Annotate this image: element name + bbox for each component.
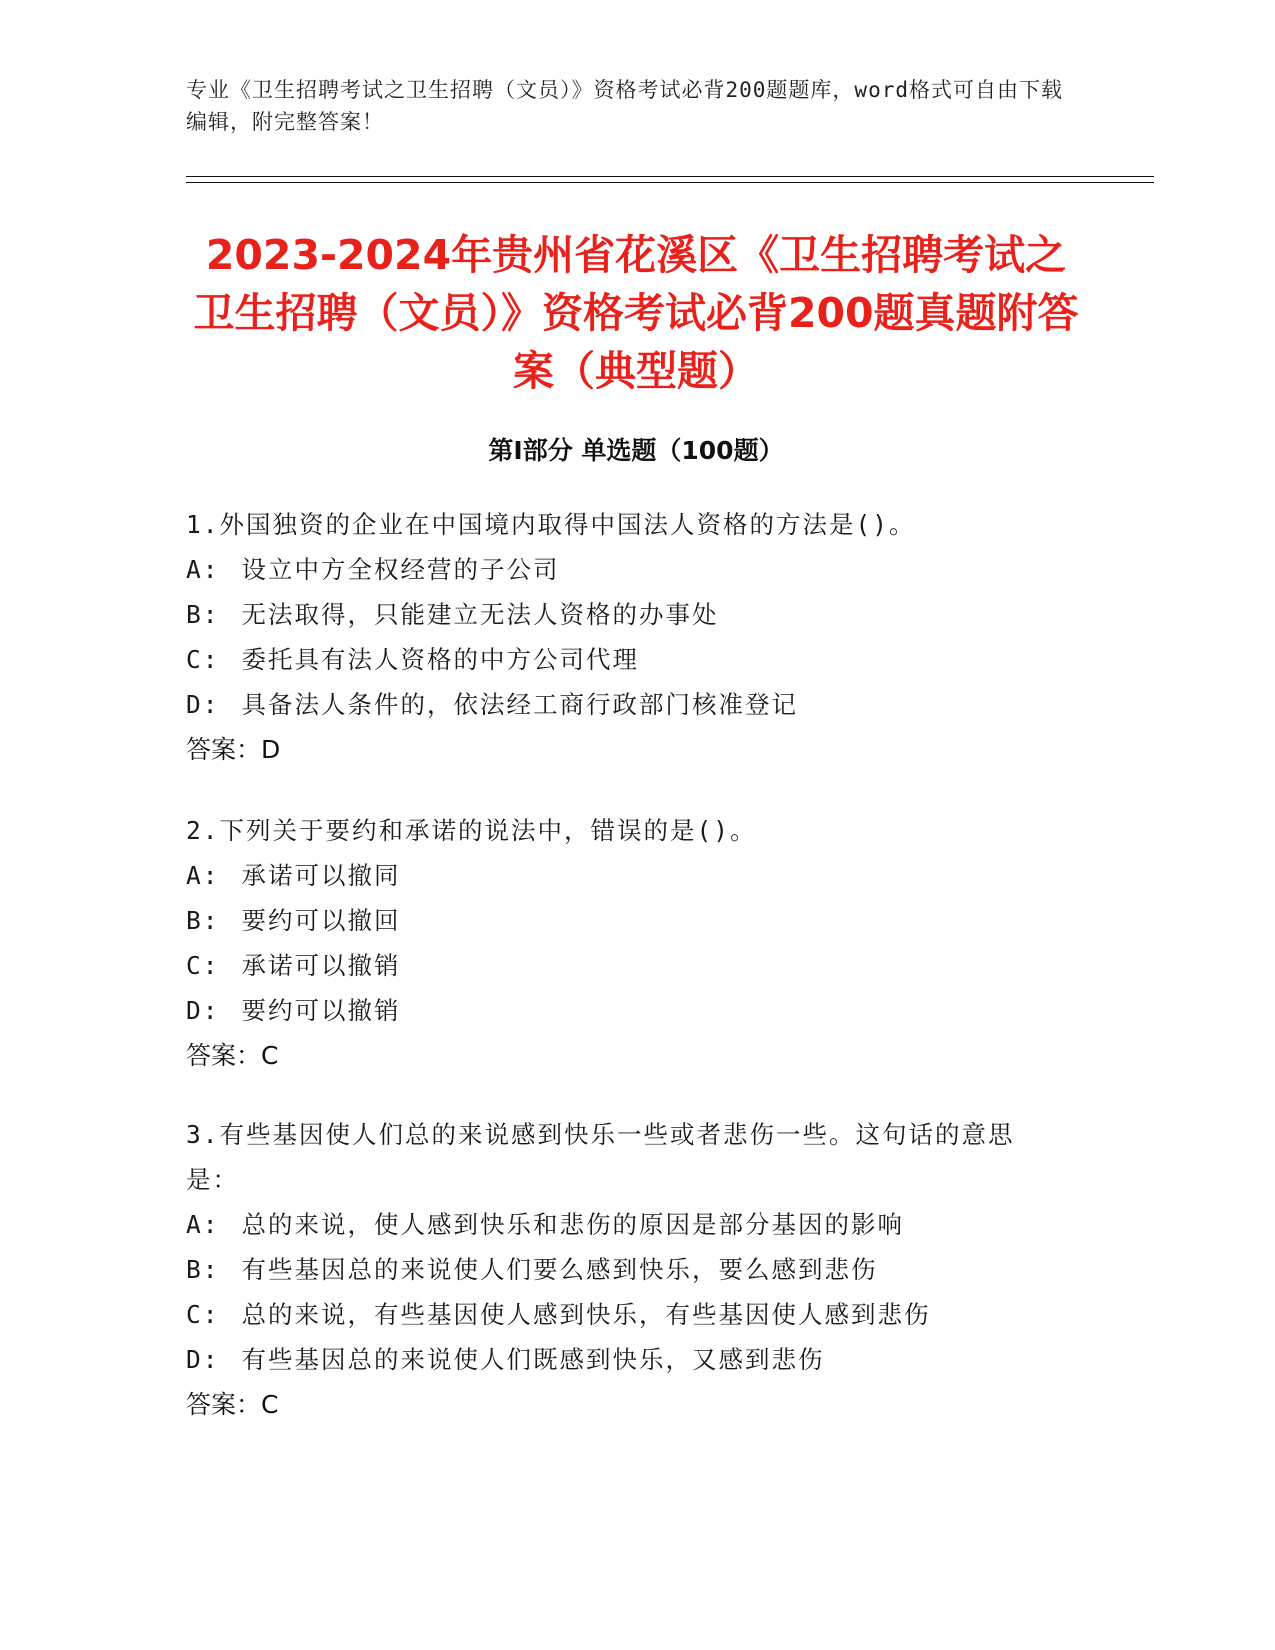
option-text: 委托具有法人资格的中方公司代理 bbox=[241, 645, 640, 674]
option-d bbox=[186, 682, 1086, 727]
answer: 答案：C bbox=[186, 1041, 279, 1070]
option-c bbox=[186, 943, 1086, 988]
option-letter: B: bbox=[186, 906, 220, 935]
option-b bbox=[186, 1247, 1086, 1292]
option-letter: A: bbox=[186, 1210, 220, 1239]
question-2 bbox=[186, 808, 1086, 1078]
option-text: 设立中方全权经营的子公司 bbox=[241, 555, 560, 584]
question-stem: 1.外国独资的企业在中国境内取得中国法人资格的方法是()。 bbox=[186, 510, 916, 539]
option-text: 总的来说，使人感到快乐和悲伤的原因是部分基因的影响 bbox=[241, 1210, 905, 1239]
option-letter: C: bbox=[186, 645, 220, 674]
question-1 bbox=[186, 502, 1086, 772]
option-letter: C: bbox=[186, 1300, 220, 1329]
option-text: 具备法人条件的，依法经工商行政部门核准登记 bbox=[241, 690, 799, 719]
option-b bbox=[186, 592, 1086, 637]
document-title: 2023-2024年贵州省花溪区《卫生招聘考试之卫生招聘（文员）》资格考试必背200题真题附答案（典型题） bbox=[193, 231, 1079, 395]
section-title: 第I部分 单选题（100题） bbox=[488, 436, 784, 465]
option-d bbox=[186, 1337, 1086, 1382]
option-d bbox=[186, 988, 1086, 1033]
option-letter: B: bbox=[186, 600, 220, 629]
option-text: 有些基因总的来说使人们要么感到快乐，要么感到悲伤 bbox=[241, 1255, 878, 1284]
option-text: 要约可以撤回 bbox=[241, 906, 401, 935]
option-a bbox=[186, 853, 1086, 898]
option-text: 有些基因总的来说使人们既感到快乐，又感到悲伤 bbox=[241, 1345, 825, 1374]
option-letter: B: bbox=[186, 1255, 220, 1284]
option-text: 承诺可以撤同 bbox=[241, 861, 401, 890]
option-letter: C: bbox=[186, 951, 220, 980]
question-3 bbox=[186, 1112, 1086, 1427]
header-note: 专业《卫生招聘考试之卫生招聘（文员）》资格考试必背200题题库，word格式可自由下载编辑，附完整答案！ bbox=[186, 78, 1063, 134]
option-letter: D: bbox=[186, 1345, 220, 1374]
answer: 答案：D bbox=[186, 735, 281, 764]
header-rule-thick bbox=[186, 176, 1154, 177]
option-letter: A: bbox=[186, 861, 220, 890]
option-letter: A: bbox=[186, 555, 220, 584]
option-a bbox=[186, 547, 1086, 592]
option-text: 总的来说，有些基因使人感到快乐，有些基因使人感到悲伤 bbox=[241, 1300, 931, 1329]
option-c bbox=[186, 637, 1086, 682]
header-rule-thin bbox=[186, 182, 1154, 183]
option-text: 无法取得，只能建立无法人资格的办事处 bbox=[241, 600, 719, 629]
question-stem: 3.有些基因使人们总的来说感到快乐一些或者悲伤一些。这句话的意思是： bbox=[186, 1120, 1015, 1194]
answer: 答案：C bbox=[186, 1390, 279, 1419]
option-b bbox=[186, 898, 1086, 943]
option-c bbox=[186, 1292, 1086, 1337]
option-letter: D: bbox=[186, 996, 220, 1025]
option-text: 要约可以撤销 bbox=[241, 996, 401, 1025]
question-stem: 2.下列关于要约和承诺的说法中，错误的是()。 bbox=[186, 816, 757, 845]
option-a bbox=[186, 1202, 1086, 1247]
option-text: 承诺可以撤销 bbox=[241, 951, 401, 980]
option-letter: D: bbox=[186, 690, 220, 719]
